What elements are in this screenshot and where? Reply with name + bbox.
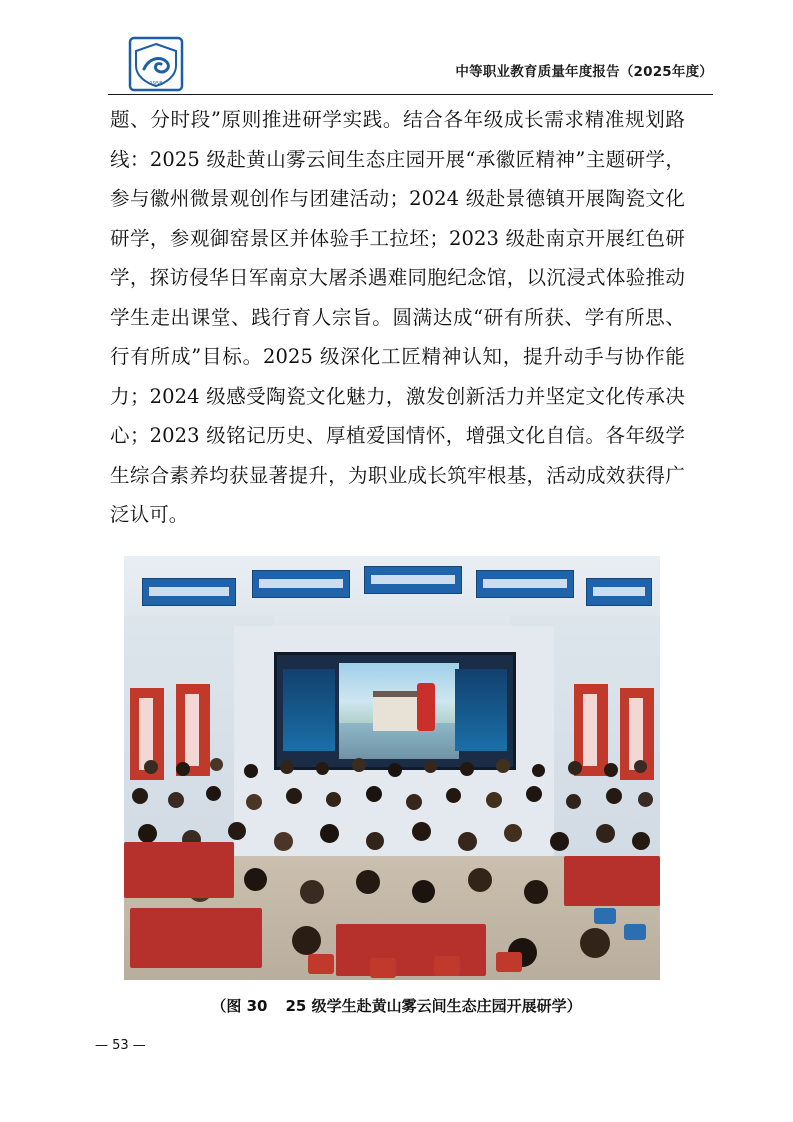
figure-caption-text: 25 级学生赴黄山雾云间生态庄园开展研学） bbox=[285, 997, 582, 1015]
header-title: 中等职业教育质量年度报告（2025年度） bbox=[455, 64, 713, 80]
body-paragraph: 题、分时段”原则推进研学实践。结合各年级成长需求精准规划路线：2025 级赴黄山雾云间生态庄园开展“承徽匠精神”主题研学，参与徽州微景观创作与团建活动；2024 级赴景德镇开展陶瓷文化研学，参观御窑景区并体验手工拉坯；2023 级赴南京开展红色研学，探访侵华日军南京大屠杀遇难同胞纪念馆，以沉浸式体验推动学生走出课堂、践行育人宗旨。圆满达成“研有所获、学有所思、行有所成”目标。2025 级深化工匠精神认知，提升动手与协作能力；2024 级感受陶瓷文化魅力，激发创新活力并坚定文化传承决心；2023 级铭记历史、厚植爱国情怀，增强文化自信。各年级学生综合素养均获显著提升，为职业成长筑牢根基，活动成效获得广泛认可。 bbox=[110, 108, 685, 526]
figure-caption bbox=[0, 995, 793, 1016]
photo-illustration bbox=[124, 556, 660, 980]
header-divider bbox=[108, 94, 713, 95]
page-number: — 53 — bbox=[95, 1038, 146, 1053]
school-emblem-icon bbox=[120, 36, 192, 92]
svg-text:1958: 1958 bbox=[149, 81, 163, 87]
figure-image bbox=[124, 556, 660, 980]
figure-caption-prefix: （图 30 bbox=[211, 997, 268, 1015]
page-header bbox=[108, 36, 713, 94]
